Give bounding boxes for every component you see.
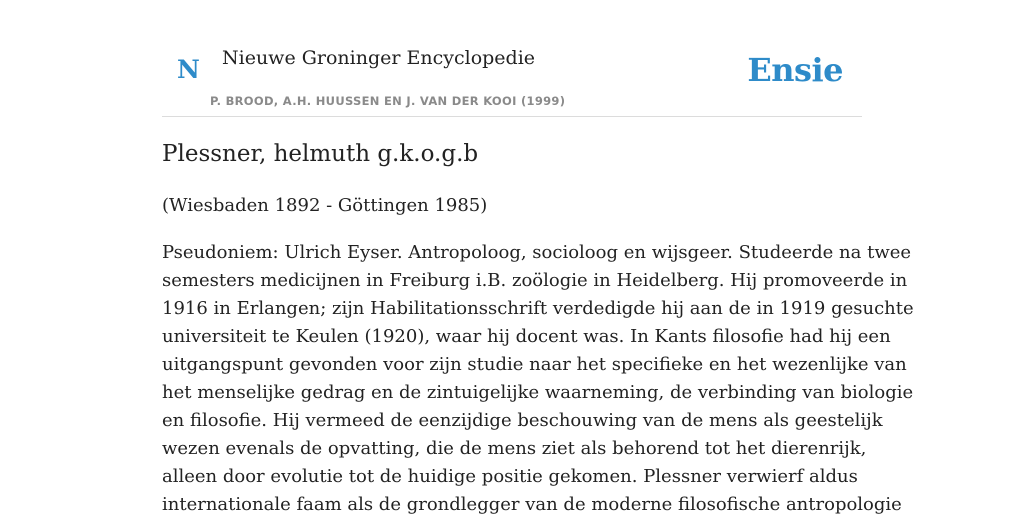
article-body bbox=[162, 239, 914, 519]
body-line: universiteit te Keulen (1920), waar hij docent was. In Kants filosofie had hij een bbox=[162, 326, 891, 347]
article-title: Plessner, helmuth g.k.o.g.b bbox=[162, 141, 479, 167]
source-title[interactable]: Nieuwe Groninger Encyclopedie bbox=[222, 47, 536, 69]
body-line: het menselijke gedrag en de zintuigelijke waarneming, de verbinding van biologie bbox=[162, 382, 914, 403]
page bbox=[162, 0, 914, 515]
article-subtitle: (Wiesbaden 1892 - Göttingen 1985) bbox=[162, 195, 488, 216]
source-header bbox=[162, 0, 862, 117]
body-line: alleen door evolutie tot de huidige positie gekomen. Plessner verwierf aldus bbox=[162, 466, 858, 487]
source-authors: P. BROOD, A.H. HUUSSEN EN J. VAN DER KOOI (1999) bbox=[210, 94, 566, 108]
brand-logo[interactable]: Ensie bbox=[747, 51, 843, 89]
body-line: 1916 in Erlangen; zijn Habilitationsschrift verdedigde hij aan de in 1919 gesuchte bbox=[162, 298, 914, 319]
body-line: en filosofie. Hij vermeed de eenzijdige beschouwing van de mens als geestelijk bbox=[162, 410, 883, 431]
source-logo[interactable]: N bbox=[177, 55, 200, 84]
body-line: internationale faam als de grondlegger van de moderne filosofische antropologie bbox=[162, 494, 902, 515]
body-line: wezen evenals de opvatting, die de mens ziet als behorend tot het dierenrijk, bbox=[162, 438, 867, 459]
body-line: uitgangspunt gevonden voor zijn studie naar het specifieke en het wezenlijke van bbox=[162, 354, 907, 375]
body-line: semesters medicijnen in Freiburg i.B. zoölogie in Heidelberg. Hij promoveerde in bbox=[162, 270, 908, 291]
body-line: Pseudoniem: Ulrich Eyser. Antropoloog, socioloog en wijsgeer. Studeerde na twee bbox=[162, 242, 912, 263]
